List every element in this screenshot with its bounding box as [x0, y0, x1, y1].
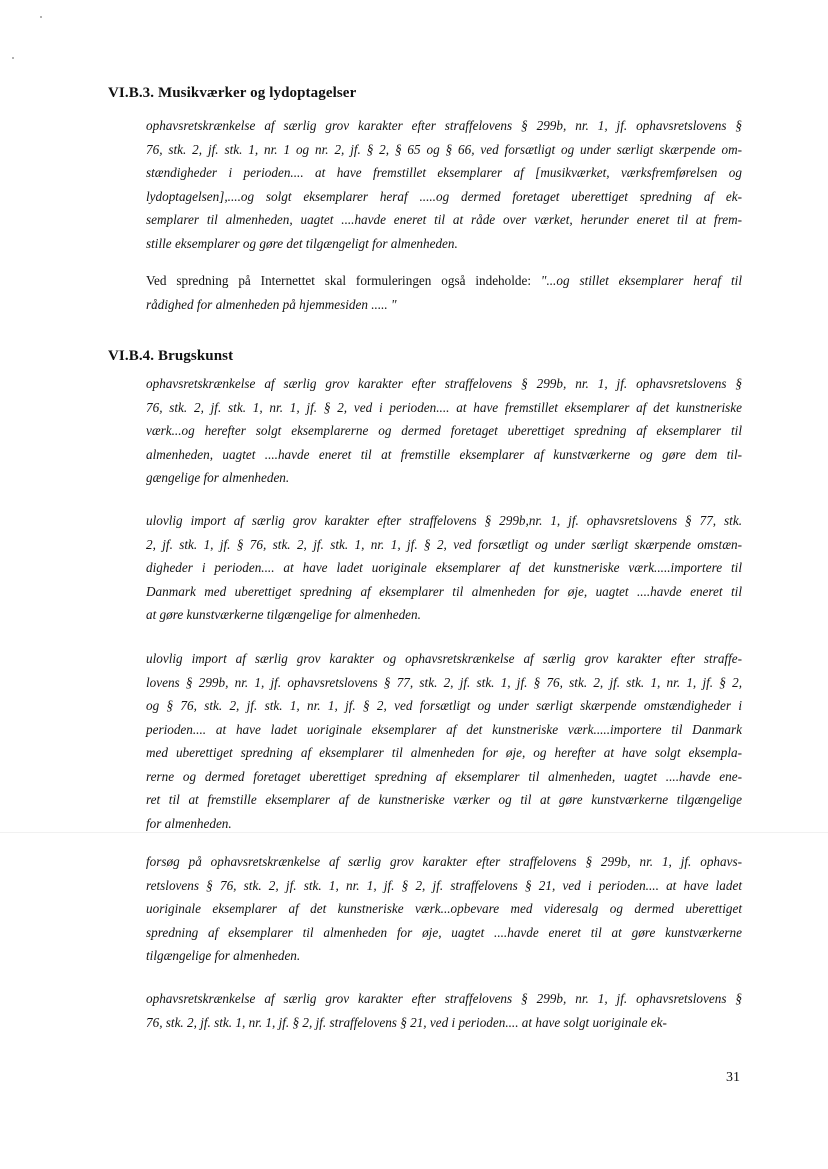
- text-line: 76, stk. 2, jf. stk. 1, nr. 1, jf. § 2, jf. straffelovens § 21, ved i perioden.... at have solgt uoriginale ek-: [146, 1014, 667, 1030]
- text-line: og § 76, stk. 2, jf. stk. 1, nr. 1, jf. § 2, ved forsætligt og under særligt skærpende omstændigheder i: [146, 698, 742, 713]
- text-line: 76, stk. 2, jf. stk. 1, nr. 1, jf. § 2, ved i perioden.... at have fremstillet eksemplarer af det kunstneriske: [146, 399, 742, 415]
- text-line: forsøg på ophavsretskrænkelse af særlig grov karakter efter straffelovens § 299b, nr. 1, jf. ophavs-: [146, 854, 742, 869]
- text-line: spredning af eksemplarer til almenheden for øje, uagtet ....havde eneret til at gøre kunstværkerne: [146, 924, 742, 940]
- text-line: tilgængelige for almenheden.: [146, 948, 301, 963]
- text-line: at gøre kunstværkerne tilgængelige for almenheden.: [146, 607, 421, 622]
- text-line: Danmark med uberettiget spredning af eksemplarer til almenheden for øje, uagtet ....havde eneret til: [146, 583, 742, 599]
- text-line: rådighed for almenheden på hjemmesiden ..... ": [146, 296, 397, 312]
- text-line: semplarer til almenheden, uagtet ....havde eneret til at råde over værket, herunder eneret til at frem-: [146, 212, 742, 227]
- text-line: gængelige for almenheden.: [146, 470, 290, 485]
- paragraph-brugskunst-2: [146, 509, 742, 627]
- text-line: uoriginale eksemplarer af det kunstneriske værk...opbevare med videresalg og dermed uberettiget: [146, 901, 742, 916]
- paragraph-brugskunst-4: [146, 850, 742, 968]
- text-line: værk...og herefter solgt eksemplarerne og dermed foretaget uberettiget spredning af eksemplarer til: [146, 423, 742, 438]
- paragraph-musikvaerker-charge: [146, 114, 742, 255]
- text-line: stændigheder i perioden.... at have fremstillet eksemplarer af [musikværket, værksfremførelsen og: [146, 165, 742, 180]
- text-line: 2, jf. stk. 1, jf. § 76, stk. 2, jf. stk. 1, nr. 1, jf. § 2, ved forsætligt og under særligt skærpende omstæn-: [146, 536, 742, 552]
- paragraph-internet-addendum: [146, 269, 742, 316]
- text-line: med uberettiget spredning af eksemplarer til almenheden for øje, og herefter at have solgt eksempla-: [146, 745, 742, 760]
- text-line: perioden.... at have ladet uoriginale eksemplarer af det kunstneriske værk.....importere til Danmark: [146, 721, 742, 737]
- paragraph-brugskunst-1: [146, 372, 742, 490]
- scan-speck: [40, 16, 42, 18]
- text-line: ophavsretskrænkelse af særlig grov karakter efter straffelovens § 299b, nr. 1, jf. ophavsretslovens §: [146, 376, 742, 391]
- text-line: lovens § 299b, nr. 1, jf. ophavsretslovens § 77, stk. 2, jf. stk. 1, jf. § 76, stk. 2, jf. stk. 1, nr. 1, jf. § 2,: [146, 674, 742, 690]
- text-line: rerne og dermed foretaget uberettiget spredning af eksemplarer til almenheden, uagtet ....havde ene-: [146, 768, 742, 784]
- text-line: Ved spredning på Internettet skal formuleringen også indeholde: "...og stillet eksemplarer heraf til: [146, 273, 742, 288]
- page-number: 31: [726, 1070, 740, 1085]
- section-heading-musikvaerker: VI.B.3. Musikværker og lydoptagelser: [108, 85, 357, 101]
- paragraph-brugskunst-5: [146, 987, 742, 1034]
- scan-speck: [12, 57, 14, 59]
- text-line: stille eksemplarer og gøre det tilgængeligt for almenheden.: [146, 235, 458, 251]
- text-line: ulovlig import af særlig grov karakter efter straffelovens § 299b,nr. 1, jf. ophavsretslovens § 77, stk.: [146, 513, 742, 528]
- text-line: digheder i perioden.... at have ladet uoriginale eksemplarer af det kunstneriske værk.....importere til: [146, 560, 742, 575]
- text-line: ophavsretskrænkelse af særlig grov karakter efter straffelovens § 299b, nr. 1, jf. ophavsretslovens §: [146, 991, 742, 1006]
- paragraph-brugskunst-3: [146, 647, 742, 835]
- section-heading-brugskunst: VI.B.4. Brugskunst: [108, 348, 234, 364]
- text-line: ulovlig import af særlig grov karakter og ophavsretskrænkelse af særlig grov karakter efter straffe-: [146, 651, 742, 666]
- text-line: ret til at fremstille eksemplarer af de kunstneriske værker og til at gøre kunstværkerne tilgængelige: [146, 792, 742, 807]
- text-line: for almenheden.: [146, 815, 232, 831]
- text-line: 76, stk. 2, jf. stk. 1, nr. 1 og nr. 2, jf. § 2, § 65 og § 66, ved forsætligt og under særligt skærpende om-: [146, 141, 742, 157]
- text-line: ophavsretskrænkelse af særlig grov karakter efter straffelovens § 299b, nr. 1, jf. ophavsretslovens §: [146, 118, 742, 133]
- text-line: almenheden, uagtet ....havde eneret til at fremstille eksemplarer af kunstværkerne og gøre dem til-: [146, 446, 742, 462]
- text-line: retslovens § 76, stk. 2, jf. stk. 1, nr. 1, jf. § 2, jf. straffelovens § 21, ved i perioden.... at have ladet: [146, 877, 742, 893]
- text-line: lydoptagelsen],....og solgt eksemplarer heraf .....og dermed foretaget uberettiget spredning af ek-: [146, 188, 742, 204]
